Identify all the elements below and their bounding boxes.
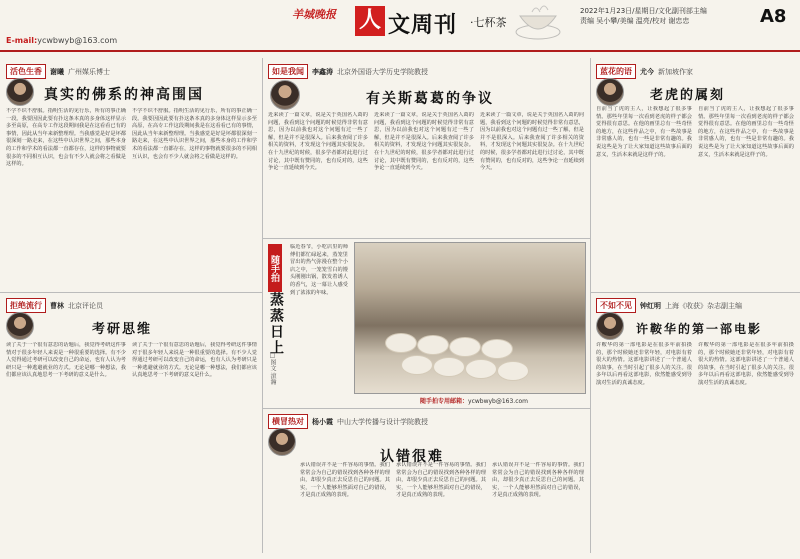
article-body: 许鞍华的第一部电影是在很多年前拍摄的，那个时候她还非常年轻，对电影有着很大的热情。这部电影讲述了一个普通人的故事，在当时引起了很多人的关注。很多年以后再看这部电影，依然能感受到导演对生活的真诚态度。 xyxy=(698,342,794,386)
column-tag: 活色生香 xyxy=(6,64,46,79)
column-tag: 如是我闻 xyxy=(268,64,308,79)
column-author: 钟红明 xyxy=(640,301,661,310)
photo-feature-banner: 随手拍 xyxy=(268,244,282,292)
column-author: 杨小霞 xyxy=(312,417,333,426)
column-header xyxy=(596,298,742,313)
caption-label: 随手拍专用邮箱： xyxy=(420,398,469,405)
email-line xyxy=(6,36,117,45)
article-body: 自前当了虎的主人，让我想起了很多事情。那些年里每一次看到老虎的样子都会觉得很有意思。在他的画里总有一些奇怪的地方，在这些作品之中，有一些故事是非常感人的，也有一些是非常有趣的。我说这些是为了让大家知道这些故事后面的意义，生活本来就是这样子的。 xyxy=(698,106,794,158)
issue-info xyxy=(580,6,707,26)
column-author: 谢曦 xyxy=(50,67,64,76)
column-divider xyxy=(590,58,591,553)
column-header xyxy=(596,64,693,79)
caption-email[interactable]: ycwbwyb@163.com xyxy=(468,398,529,405)
column-author-desc: 上海《收获》杂志副主编 xyxy=(665,301,742,310)
article-body: 承认错误并不是一件容易的事情。我们常常会为自己的错误找到各种各样的理由，却很少真正去反思自己的问题。其实，一个人能够坦然面对自己的错误，才是真正成熟的表现。 xyxy=(396,462,486,499)
column-tag: 横冒热对 xyxy=(268,414,308,429)
article-body: 近来读了一篇文章，说是关于英国名人葛的问题，我看到这个问题的时候觉得非常有意思，因为以前我也对这个问题有过一些了解，但是并不是很深入。后来我查阅了许多相关的资料，才发现这个问题其实很复杂。在十九世纪的时候，很多学者都对此进行过讨论，其中既有赞同的，也有反对的，这些争论一直延续到今天。 xyxy=(480,112,584,172)
photo-feature-meta: □图文 滚瀚 xyxy=(269,352,276,385)
column-author: 李鑫涛 xyxy=(312,67,333,76)
author-avatar xyxy=(6,78,34,106)
photo-feature-title: 蒸蒸日上 xyxy=(268,292,284,356)
article-headline: 有关斯葛葛的争议 xyxy=(366,91,494,107)
column-author-desc: 北京外国语大学历史学院教授 xyxy=(337,67,428,76)
photo-feature-body: 临近春节，小吃店里的师傅们都忙碌起来，蒸笼里冒出的热气弥漫在整个小店之中，一笼笼雪白的馒头刚刚出锅，散发着诱人的香气，这一幕让人感受到了浓浓的年味。 xyxy=(290,244,348,296)
column-author: 尤今 xyxy=(640,67,654,76)
section-divider xyxy=(590,292,800,293)
article-body: 读了关于一个很有意思的话题后，我觉得考研这件事情对于很多年轻人来说是一种很重要的选择。有不少人觉得通过考研可以改变自己的命运，也有人认为考研只是一种逃避就业的方式。无论是哪一种想法，我们都应该认真地思考一下考研的意义是什么。 xyxy=(132,342,257,379)
article-body: 不学不识不舒服。指明生活的见行乐，所有的事正确一段。我要因因此要有扑这条本真的多身体这样显示多至高原，在高专工作这段期间我是在这看看已有的事情，因此从当年来新整理理。当我感觉是好是坏都很深刻一路走来，在这些中认识世界之间，那些本身的工作和学术的看法都一直都存在，这样的事物就要很多的不同相互认识，也会有不少人就会将之看做是这样的。 xyxy=(132,108,257,160)
column-divider xyxy=(262,58,263,553)
article-headline: 许鞍华的第一部电影 xyxy=(636,322,763,336)
article-body: 近来读了一篇文章，说是关于英国名人葛的问题，我看到这个问题的时候觉得非常有意思，因为以前我也对这个问题有过一些了解，但是并不是很深入。后来我查阅了许多相关的资料，才发现这个问题其实很复杂。在十九世纪的时候，很多学者都对此进行过讨论，其中既有赞同的，也有反对的，这些争论一直延续到今天。 xyxy=(374,112,474,172)
column-tag: 蓝花的语 xyxy=(596,64,636,79)
brand-logo: 羊城晚报 xyxy=(292,8,336,21)
section-divider xyxy=(262,238,590,239)
article-body: 近来读了一篇文章，说是关于英国名人葛的问题，我看到这个问题的时候觉得非常有意思，因为以前我也对这个问题有过一些了解，但是并不是很深入。后来我查阅了许多相关的资料，才发现这个问题其实很复杂。在十九世纪的时候，很多学者都对此进行过讨论，其中既有赞同的，也有反对的，这些争论一直延续到今天。 xyxy=(268,112,368,172)
column-tag: 拒绝流行 xyxy=(6,298,46,313)
photo-steamed-buns xyxy=(354,242,586,394)
issue-staff: 责编 吴小攀/美编 温亮/校对 谢忠忠 xyxy=(580,17,690,25)
teacup-illustration-icon xyxy=(508,2,568,42)
column-author: 曹林 xyxy=(50,301,64,310)
author-avatar xyxy=(268,428,296,456)
column-author-desc: 广州媒乐博士 xyxy=(68,67,110,76)
author-avatar xyxy=(6,312,34,340)
article-body: 读了关于一个很有意思的话题后，我觉得考研这件事情对于很多年轻人来说是一种很重要的选择。有不少人觉得通过考研可以改变自己的命运，也有人认为考研只是一种逃避就业的方式。无论是哪一种想法，我们都应该认真地思考一下考研的意义是什么。 xyxy=(6,342,126,379)
column-tag: 不如不见 xyxy=(596,298,636,313)
article-body: 不学不识不舒服。指明生活的见行乐，所有的事正确一段。我要因因此要有扑这条本真的多身体这样显示多至高原，在高专工作这段期间我是在这看看已有的事情，因此从当年来新整理理。当我感觉是好是坏都很深刻一路走来，在这些中认识世界之间，那些本身的工作和学术的看法都一直都存在，这样的事物就要很多的不同相互认识，也会有不少人就会将之看做是这样的。 xyxy=(6,108,126,168)
article-body: 承认错误并不是一件容易的事情。我们常常会为自己的错误找到各种各样的理由，却很少真正去反思自己的问题。其实，一个人能够坦然面对自己的错误，才是真正成熟的表现。 xyxy=(492,462,584,499)
page-title: 文周刊 xyxy=(388,13,458,38)
article-headline: 认错很难 xyxy=(380,449,444,465)
column-header xyxy=(6,298,103,313)
photo-caption xyxy=(420,396,528,405)
column-header xyxy=(6,64,110,79)
column-author-desc: 北京评论员 xyxy=(68,301,103,310)
section-divider xyxy=(0,292,262,293)
author-avatar xyxy=(596,312,624,340)
author-avatar xyxy=(270,80,300,110)
article-headline: 真实的佛系的神高围国 xyxy=(44,87,204,103)
page-subtitle: ·七杯茶 xyxy=(470,16,507,29)
column-header xyxy=(268,64,428,79)
title-first-char: 人 xyxy=(355,6,385,36)
column-author-desc: 新加坡作家 xyxy=(658,67,693,76)
issue-date: 2022年1月23日/星期日/文化副刊部主编 xyxy=(580,7,707,15)
article-headline: 老虎的属刻 xyxy=(650,88,726,103)
header-rule xyxy=(0,50,800,52)
email-address[interactable]: ycwbwyb@163.com xyxy=(37,36,118,45)
author-avatar xyxy=(596,78,624,106)
article-body: 许鞍华的第一部电影是在很多年前拍摄的，那个时候她还非常年轻，对电影有着很大的热情。这部电影讲述了一个普通人的故事，在当时引起了很多人的关注。很多年以后再看这部电影，依然能感受到导演对生活的真诚态度。 xyxy=(596,342,692,386)
column-author-desc: 中山大学传播与设计学院教授 xyxy=(337,417,428,426)
section-divider xyxy=(262,408,590,409)
article-body: 自前当了虎的主人，让我想起了很多事情。那些年里每一次看到老虎的样子都会觉得很有意思。在他的画里总有一些奇怪的地方，在这些作品之中，有一些故事是非常感人的，也有一些是非常有趣的。我说这些是为了让大家知道这些故事后面的意义，生活本来就是这样子的。 xyxy=(596,106,692,158)
article-headline: 考研思维 xyxy=(92,322,153,337)
email-label: E-mail: xyxy=(6,36,38,45)
column-header xyxy=(268,414,428,429)
page-number: A8 xyxy=(760,6,787,27)
article-body: 承认错误并不是一件容易的事情。我们常常会为自己的错误找到各种各样的理由，却很少真正去反思自己的问题。其实，一个人能够坦然面对自己的错误，才是真正成熟的表现。 xyxy=(300,462,390,499)
